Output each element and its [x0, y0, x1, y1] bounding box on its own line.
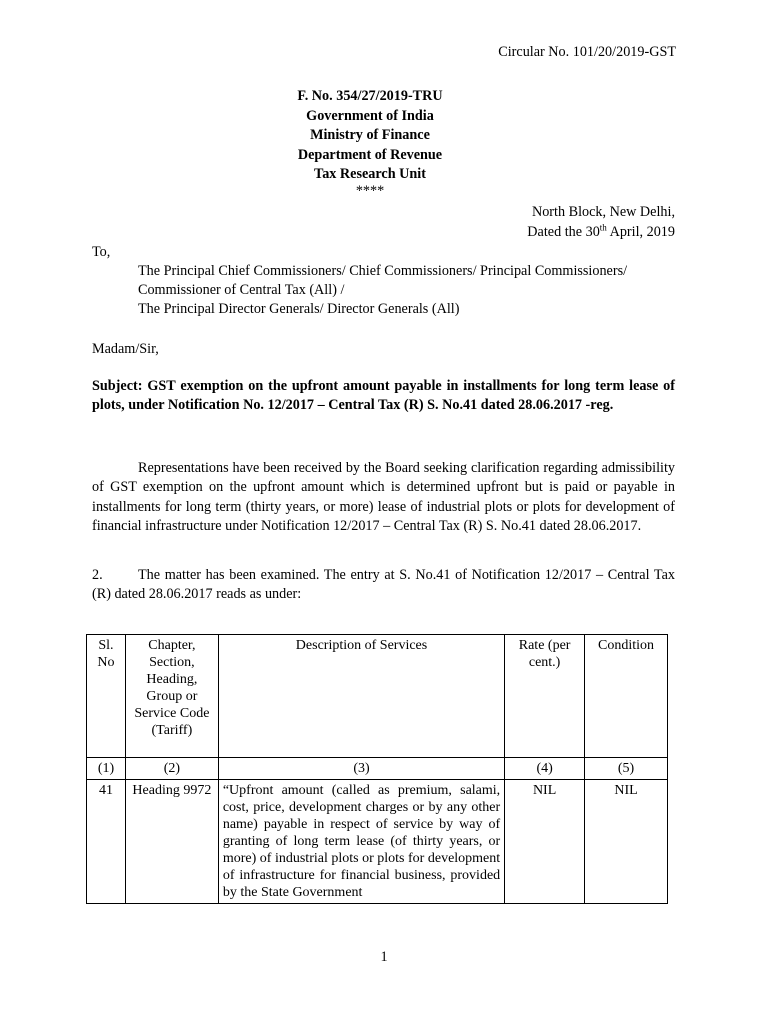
paragraph-1-text: Representations have been received by the Board seeking clarification regarding admissibility of GST exemption on the upfront amount which is determined upfront but is paid or payable in installments for long term (thirty years, or more) lease of industrial plots or plots for development of financial infrastructure under Notification 12/2017 – Central Tax (R) S. No.41 dated 28.06.2017.	[92, 460, 675, 534]
table-header-row	[87, 635, 668, 758]
circular-number: Circular No. 101/20/2019-GST	[498, 44, 676, 60]
column-number: (5)	[585, 758, 668, 780]
column-number: (1)	[87, 758, 126, 780]
date-superscript: th	[599, 221, 607, 232]
government-line: Government of India	[306, 107, 434, 124]
header-condition: Condition	[585, 635, 668, 758]
header-sl-no: Sl. No	[87, 635, 126, 758]
page-number: 1	[380, 949, 388, 965]
header-separator: ****	[355, 182, 385, 199]
file-number: F. No. 354/27/2019-TRU	[297, 88, 443, 104]
date	[527, 223, 675, 243]
addressee-line: The Principal Director Generals/ Director Generals (All)	[138, 301, 460, 317]
row-condition: NIL	[585, 780, 668, 904]
to-label: To,	[92, 244, 111, 260]
row-heading: Heading 9972	[125, 780, 218, 904]
row-rate: NIL	[505, 780, 585, 904]
salutation: Madam/Sir,	[92, 341, 159, 357]
paragraph-2	[92, 566, 675, 605]
table-row	[87, 780, 668, 904]
date-prefix: Dated the 30	[527, 223, 600, 240]
place: North Block, New Delhi,	[531, 204, 675, 220]
header-rate: Rate (per cent.)	[505, 635, 585, 758]
letter-header	[0, 87, 740, 197]
header-description: Description of Services	[218, 635, 504, 758]
paragraph-1	[92, 459, 675, 536]
column-number: (4)	[505, 758, 585, 780]
column-number: (3)	[218, 758, 504, 780]
addressee-block	[138, 262, 698, 319]
row-description: “Upfront amount (called as premium, salami, cost, price, development charges or by any other name) payable in respect of service by way of granting of long term lease (of thirty years, or more) of industrial plots or plots for development of infrastructure for financial business, provided by the State Government	[218, 780, 504, 904]
ministry-line: Ministry of Finance	[310, 127, 430, 143]
header-chapter: Chapter, Section, Heading, Group or Service Code (Tariff)	[125, 635, 218, 758]
addressee-line: Commissioner of Central Tax (All) /	[138, 282, 345, 298]
paragraph-2-number: 2.	[92, 567, 103, 583]
notification-entry-table	[86, 634, 668, 904]
paragraph-2-text: The matter has been examined. The entry at S. No.41 of Notification 12/2017 – Central Tax (R) dated 28.06.2017 reads as under:	[92, 567, 675, 603]
unit-line: Tax Research Unit	[314, 166, 426, 182]
row-sl-no: 41	[87, 780, 126, 904]
subject-line: Subject: GST exemption on the upfront amount payable in installments for long term lease of plots, under Notification No. 12/2017 – Central Tax (R) S. No.41 dated 28.06.2017 -reg.	[92, 378, 675, 413]
table-column-number-row	[87, 758, 668, 780]
date-suffix: April, 2019	[606, 223, 675, 240]
place-and-date	[527, 203, 675, 242]
addressee-line: The Principal Chief Commissioners/ Chief Commissioners/ Principal Commissioners/	[138, 263, 628, 279]
column-number: (2)	[125, 758, 218, 780]
department-line: Department of Revenue	[297, 146, 443, 163]
